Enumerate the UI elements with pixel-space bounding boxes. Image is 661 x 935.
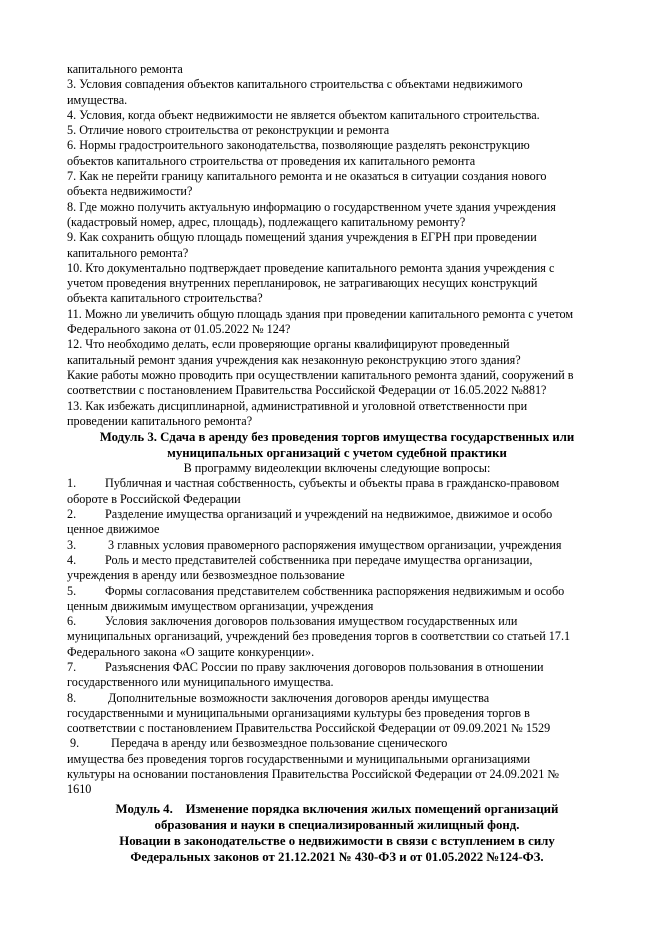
text-line: объектов капитального строительства от проведения их капитального ремонта: [67, 153, 476, 168]
item-text: Передача в аренду или безвозмездное пользование сценического: [111, 736, 448, 751]
module-3-intro: В программу видеолекции включены следующие вопросы:: [183, 461, 491, 476]
module-3-title-line-2: муниципальных организаций с учетом судебной практики: [167, 446, 507, 461]
item-number: 4.: [67, 552, 77, 567]
item-text: культуры на основании постановления Правительства Российской Федерации от 24.09.2021 №: [67, 767, 559, 782]
text-line: 7. Как не перейти границу капитального ремонта и не оказаться в ситуации создания нового: [67, 169, 547, 184]
item-text: Роль и место представителей собственника при передаче имущества организации,: [105, 552, 533, 567]
document-body: [67, 62, 607, 865]
text-line: проведении капитального ремонта?: [67, 413, 253, 428]
item-number: 2.: [67, 507, 77, 522]
item-text: Разделение имущества организаций и учреждений на недвижимое, движимое и особо: [105, 507, 553, 522]
list-item: [67, 507, 607, 538]
list-item: [67, 736, 607, 797]
item-text: государственного или муниципального имущества.: [67, 675, 334, 690]
text-line: учетом проведения внутренних перепланировок, не затрагивающих несущих конструкций: [67, 276, 538, 291]
text-line: 9. Как сохранить общую площадь помещений здания учреждения в ЕГРН при проведении: [67, 230, 537, 245]
item-text: учреждения в аренду или безвозмездное пользование: [67, 568, 345, 583]
module-4-title-line-3: Новации в законодательстве о недвижимости в связи с вступлением в силу: [119, 833, 555, 848]
item-text: государственными и муниципальными организациями культуры без проведения торгов в: [67, 705, 530, 720]
text-line: 5. Отличие нового строительства от реконструкции и ремонта: [67, 123, 390, 138]
module-3-section: [67, 429, 607, 798]
item-text: муниципальных организаций, учреждений без проведения торгов в соответствии со статьей 17.1: [67, 629, 571, 644]
module-4-section: [67, 801, 607, 865]
item-number: 5.: [67, 583, 77, 598]
item-number: 1.: [67, 476, 77, 491]
text-line: имущества.: [67, 92, 128, 107]
item-text: Условия заключения договоров пользования имуществом государственных или: [105, 614, 518, 629]
list-item: [67, 614, 607, 660]
item-text: 3 главных условия правомерного распоряжения имуществом организации, учреждения: [105, 537, 562, 552]
item-text: имущества без проведения торгов государственными и муниципальными организациями: [67, 751, 531, 766]
text-line: 10. Кто документально подтверждает проведение капитального ремонта здания учреждения с: [67, 260, 555, 275]
item-text: Дополнительные возможности заключения договоров аренды имущества: [105, 690, 490, 705]
text-line: капитального ремонта?: [67, 245, 189, 260]
item-text: Формы согласования представителем собственника распоряжения недвижимым и особо: [105, 583, 565, 598]
questions-list-continued: [67, 62, 607, 429]
item-text: соответствии с постановлением Правительства Российской Федерации от 09.09.2021 № 1529: [67, 721, 551, 736]
list-item: [67, 538, 607, 553]
text-line: капитальный ремонт здания учреждения как незаконную реконструкцию этого здания?: [67, 352, 521, 367]
text-line: капитального ремонта: [67, 62, 183, 76]
list-item: [67, 476, 607, 507]
item-text: обороте в Российской Федерации: [67, 491, 241, 506]
text-line: Какие работы можно проводить при осуществлении капитального ремонта зданий, сооружений в: [67, 367, 574, 382]
text-line: 11. Можно ли увеличить общую площадь здания при проведении капитального ремонта с учетом: [67, 306, 574, 321]
item-text: Федерального закона «О защите конкуренции».: [67, 644, 315, 659]
item-number: 8.: [67, 690, 77, 705]
item-text: ценное движимое: [67, 522, 160, 537]
item-number: 3.: [67, 537, 77, 552]
text-line: 4. Условия, когда объект недвижимости не является объектом капитального строительства.: [67, 107, 540, 122]
module-3-title-line-1: Модуль 3. Сдача в аренду без проведения торгов имущества государственных или: [99, 430, 575, 445]
text-line: Федерального закона от 01.05.2022 № 124?: [67, 322, 291, 337]
text-line: (кадастровый номер, адрес, площадь), подлежащего капитальному ремонту?: [67, 214, 466, 229]
list-item: [67, 691, 607, 737]
item-text: Разъяснения ФАС России по праву заключения договоров пользования в отношении: [105, 659, 544, 674]
list-item: [67, 660, 607, 691]
list-item: [67, 584, 607, 615]
item-number: 6.: [67, 614, 77, 629]
item-number: 9.: [67, 736, 80, 751]
text-line: 12. Что необходимо делать, если проверяющие органы квалифицируют проведенный: [67, 337, 510, 352]
text-line: объекта капитального строительства?: [67, 291, 263, 306]
text-line: объекта недвижимости?: [67, 184, 193, 199]
list-item: [67, 553, 607, 584]
text-line: 8. Где можно получить актуальную информацию о государственном учете здания учреждения: [67, 199, 556, 214]
item-text: Публичная и частная собственность, субъекты и объекты права в гражданско-правовом: [105, 476, 560, 491]
text-line: 6. Нормы градостроительного законодательства, позволяющие разделять реконструкцию: [67, 138, 530, 153]
text-line: 3. Условия совпадения объектов капитального строительства с объектами недвижимого: [67, 77, 523, 92]
module-4-title-line-1: Модуль 4. Изменение порядка включения жилых помещений организаций: [115, 801, 559, 816]
text-line: 13. Как избежать дисциплинарной, административной и уголовной ответственности при: [67, 398, 528, 413]
module-4-title-line-2: образования и науки в специализированный жилищный фонд.: [154, 817, 520, 832]
text-line: соответствии с постановлением Правительства Российской Федерации от 16.05.2022 №881?: [67, 383, 547, 398]
item-text: 1610: [67, 782, 92, 797]
item-text: ценным движимым имуществом организации, учреждения: [67, 598, 374, 613]
item-number: 7.: [67, 659, 77, 674]
module-4-title-line-4: Федеральных законов от 21.12.2021 № 430-ФЗ и от 01.05.2022 №124-ФЗ.: [130, 849, 544, 864]
